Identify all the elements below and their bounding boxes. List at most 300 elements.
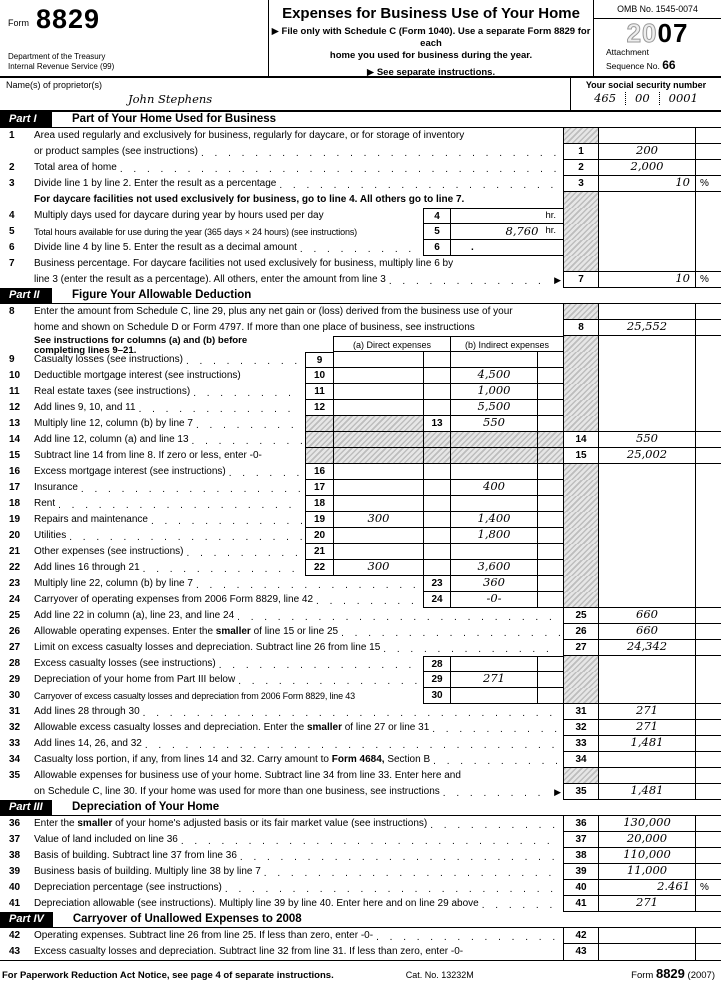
line1-amount-spacer — [598, 128, 721, 144]
line24-number: 24 — [9, 594, 21, 606]
line20-indirect-box[interactable] — [450, 528, 537, 544]
line26-row — [0, 624, 721, 640]
line40-percent: % — [695, 880, 721, 895]
line30-value-box[interactable] — [450, 688, 537, 704]
line35-number: 35 — [9, 770, 21, 782]
line27-value-box[interactable] — [598, 640, 721, 656]
line32-value: 271 — [636, 719, 658, 733]
line22-label: Add lines 16 through 21 — [34, 562, 140, 574]
dept-line-1: Department of the Treasury — [8, 52, 106, 61]
line11-direct-cents — [423, 384, 450, 400]
shaded-cell — [333, 448, 423, 464]
line43-label: Excess casualty losses and depreciation. Subtract line 32 from line 31. If less than zero, enter -0- — [34, 946, 464, 958]
line18-row — [0, 496, 721, 512]
line40-value-box[interactable] — [598, 880, 721, 896]
line18-label: Rent — [34, 498, 56, 510]
numcol-shade — [563, 528, 598, 544]
line43-value-box[interactable] — [598, 944, 721, 960]
line26-label: Allowable operating expenses. Enter the smaller of line 15 or line 25 — [34, 626, 339, 638]
line11-box-number: 11 — [305, 384, 333, 400]
line18-indirect-box[interactable] — [450, 496, 537, 512]
line26-value-box[interactable] — [598, 624, 721, 640]
line16-direct-box[interactable] — [333, 464, 423, 480]
line10-indirect-box[interactable] — [450, 368, 537, 384]
sequence-line: Sequence No. 66 — [606, 57, 676, 72]
line7-value: 10 — [675, 271, 690, 285]
line34-box-number: 34 — [563, 752, 598, 768]
department-lines — [8, 52, 264, 74]
line37-value-box[interactable] — [598, 832, 721, 848]
dot-leader — [389, 275, 551, 288]
form-number-block — [8, 3, 264, 33]
line16-label: Excess mortgage interest (see instructions) — [34, 466, 226, 478]
line13-value: 550 — [483, 415, 505, 429]
line25-label: Add line 22 in column (a), line 23, and line 24 — [34, 610, 235, 622]
line26-box-number: 26 — [563, 624, 598, 640]
line22-indirect-cents — [537, 560, 563, 576]
ssn-field[interactable] — [575, 92, 717, 105]
line23-value-box[interactable] — [450, 576, 537, 592]
attachment-word: Attachment — [606, 47, 649, 58]
line14-box-number: 14 — [563, 432, 598, 448]
part4-title: Carryover of Unallowed Expenses to 2008 — [72, 912, 302, 925]
line38-value-box[interactable] — [598, 848, 721, 864]
line27-row — [0, 640, 721, 656]
line43-row — [0, 944, 721, 960]
line32-number: 32 — [9, 722, 21, 734]
line10-box-number: 10 — [305, 368, 333, 384]
line12-indirect-cents — [537, 400, 563, 416]
line6-row — [0, 240, 721, 256]
numcol-shade — [563, 208, 598, 224]
amount-spacer — [598, 336, 721, 352]
line24-cents — [537, 592, 563, 608]
dot-leader — [145, 739, 560, 752]
line6-decimal-point: . — [471, 241, 474, 253]
line31-number: 31 — [9, 706, 21, 718]
shaded-cell — [305, 432, 333, 448]
line35-box-number: 35 — [563, 784, 598, 800]
line19-direct-cents — [423, 512, 450, 528]
line30-box-number: 30 — [423, 688, 450, 704]
line34-number: 34 — [9, 754, 21, 766]
numcol-shade — [563, 560, 598, 576]
line15-cents — [695, 448, 721, 463]
line32-cents — [695, 720, 721, 735]
line9-indirect-cents — [537, 352, 563, 368]
dot-leader — [193, 387, 302, 400]
proprietor-label: Name(s) of proprietor(s) — [6, 80, 103, 90]
line15-box-number: 15 — [563, 448, 598, 464]
line1-row-a — [0, 128, 721, 144]
line33-box-number: 33 — [563, 736, 598, 752]
ssn-part-2: 00 — [635, 91, 650, 106]
shaded-cell — [333, 432, 423, 448]
dot-leader — [264, 867, 560, 880]
line24-value-box[interactable] — [450, 592, 537, 608]
line42-row — [0, 928, 721, 944]
line10-indirect-value: 4,500 — [477, 367, 511, 381]
line36-value: 130,000 — [623, 815, 671, 829]
line8-label-2: home and shown on Schedule D or Form 4797. If more than one place of business, see instructions — [34, 322, 475, 334]
line12-row — [0, 400, 721, 416]
line19-direct-box[interactable] — [333, 512, 423, 528]
line5-value-box[interactable] — [450, 224, 563, 240]
line35-row-b — [0, 784, 721, 800]
line35-value-box[interactable] — [598, 784, 721, 800]
line4-value-box[interactable] — [450, 208, 563, 224]
dot-leader — [316, 595, 420, 608]
dot-leader — [219, 659, 420, 672]
amount-spacer — [598, 208, 721, 224]
line16-indirect-box[interactable] — [450, 464, 537, 480]
line19-indirect-box[interactable] — [450, 512, 537, 528]
line28-row — [0, 656, 721, 672]
line16-indirect-cents — [537, 464, 563, 480]
line14-label: Add line 12, column (a) and line 13 — [34, 434, 189, 446]
numcol-shade — [563, 368, 598, 384]
footer-form-number: 8829 — [655, 966, 685, 981]
expense-column-header-row — [0, 335, 721, 356]
line10-label: Deductible mortgage interest (see instructions) — [34, 370, 241, 382]
line29-number: 29 — [9, 674, 21, 686]
line9-label: Casualty losses (see instructions) — [34, 354, 183, 366]
form-title: Expenses for Business Use of Your Home — [282, 5, 580, 22]
line12-indirect-box[interactable] — [450, 400, 537, 416]
line35-label-1: Allowable expenses for business use of your home. Subtract line 34 from line 33. Enter here and — [34, 770, 461, 782]
line34-value-box[interactable] — [598, 752, 721, 768]
dot-leader — [151, 515, 302, 528]
line36-label: Enter the smaller of your home's adjusted basis or its fair market value (see instructions) — [34, 818, 428, 830]
numcol-shade — [563, 768, 598, 784]
line30-label: Carryover of excess casualty losses and depreciation from 2006 Form 8829, line 43 — [34, 690, 356, 701]
line20-box-number: 20 — [305, 528, 333, 544]
amount-spacer — [598, 544, 721, 560]
amount-spacer — [598, 352, 721, 368]
line25-value: 660 — [636, 607, 658, 621]
line2-row — [0, 160, 721, 176]
amount-spacer — [598, 192, 721, 208]
numcol-shade — [563, 512, 598, 528]
part3-bar — [0, 800, 721, 816]
line18-box-number: 18 — [305, 496, 333, 512]
line15-value-box[interactable] — [598, 448, 721, 464]
line14-cents — [695, 432, 721, 447]
line17-row — [0, 480, 721, 496]
line13-box-number: 13 — [423, 416, 450, 432]
line14-value: 550 — [636, 431, 658, 445]
line9-box-number: 9 — [305, 352, 333, 368]
line28-number: 28 — [9, 658, 21, 670]
line33-value-box[interactable] — [598, 736, 721, 752]
line20-label: Utilities — [34, 530, 67, 542]
see-instructions-note: ▶ See separate instructions. — [366, 66, 496, 78]
line36-row — [0, 816, 721, 832]
line30-cents — [537, 688, 563, 704]
numcol-shade — [563, 192, 598, 208]
line12-box-number: 12 — [305, 400, 333, 416]
line2-label: Total area of home — [34, 162, 117, 174]
line41-value: 271 — [636, 895, 658, 909]
line36-cents — [695, 816, 721, 831]
line11-indirect-cents — [537, 384, 563, 400]
line25-value-box[interactable] — [598, 608, 721, 624]
proprietor-name-field[interactable]: John Stephens — [128, 92, 213, 107]
line41-value-box[interactable] — [598, 896, 721, 912]
line38-row — [0, 848, 721, 864]
line17-indirect-value: 400 — [483, 479, 505, 493]
line29-value-box[interactable] — [450, 672, 537, 688]
line32-box-number: 32 — [563, 720, 598, 736]
dot-leader — [433, 755, 560, 768]
amount-spacer — [598, 560, 721, 576]
line13-number: 13 — [9, 418, 21, 430]
dot-leader — [240, 851, 560, 864]
dot-leader — [300, 243, 420, 256]
line37-value: 20,000 — [626, 831, 668, 845]
dot-leader — [143, 563, 302, 576]
line38-cents — [695, 848, 721, 863]
line3-value-box[interactable] — [598, 176, 721, 192]
line7-number: 7 — [9, 258, 15, 270]
line27-value: 24,342 — [626, 639, 668, 653]
line35-row-a — [0, 768, 721, 784]
subtitle-line-2: home you used for business during the year. — [329, 50, 533, 61]
shaded-cell — [450, 432, 537, 448]
line6-label: Divide line 4 by line 5. Enter the result as a decimal amount — [34, 242, 297, 254]
line14-value-box[interactable] — [598, 432, 721, 448]
ssn-part-3: 0001 — [668, 91, 698, 106]
line24-value: -0- — [486, 591, 502, 605]
shaded-cell — [423, 448, 450, 464]
line40-number: 40 — [9, 882, 21, 894]
line19-label: Repairs and maintenance — [34, 514, 148, 526]
line2-number: 2 — [9, 162, 15, 174]
ssn-part-1: 465 — [594, 91, 617, 106]
line28-value-box[interactable] — [450, 656, 537, 672]
catalog-number: Cat. No. 13232M — [405, 970, 474, 980]
line7-value-box[interactable] — [598, 272, 721, 288]
line5-number: 5 — [9, 226, 15, 238]
amount-spacer — [598, 464, 721, 480]
line38-number: 38 — [9, 850, 21, 862]
line1-value-box[interactable] — [598, 144, 721, 160]
daycare-note-row — [0, 192, 721, 208]
line35-label-2: on Schedule C, line 30. If your home was used for more than one business, see instructions — [34, 786, 440, 798]
line17-indirect-cents — [537, 480, 563, 496]
line40-row — [0, 880, 721, 896]
column-b-header: (b) Indirect expenses — [450, 336, 563, 352]
line28-cents — [537, 656, 563, 672]
line6-box-number: 6 — [423, 240, 450, 256]
line41-number: 41 — [9, 898, 21, 910]
dot-leader — [482, 899, 560, 912]
line7-percent: % — [695, 272, 721, 287]
line31-cents — [695, 704, 721, 719]
numcol-shade — [563, 576, 598, 592]
line42-box-number: 42 — [563, 928, 598, 944]
line24-row — [0, 592, 721, 608]
line21-number: 21 — [9, 546, 21, 558]
amount-spacer — [598, 368, 721, 384]
line4-number: 4 — [9, 210, 15, 222]
line42-value-box[interactable] — [598, 928, 721, 944]
amount-spacer — [598, 528, 721, 544]
line17-label: Insurance — [34, 482, 78, 494]
dot-leader — [196, 419, 302, 432]
line12-indirect-value: 5,500 — [477, 399, 511, 413]
amount-spacer — [598, 304, 721, 320]
ssn-label: Your social security number — [585, 80, 707, 90]
dot-leader — [143, 707, 560, 720]
part2-bar — [0, 288, 721, 304]
line9-direct-box[interactable] — [333, 352, 423, 368]
line21-indirect-box[interactable] — [450, 544, 537, 560]
numcol-shade — [563, 240, 598, 256]
line8-row-a — [0, 304, 721, 320]
line39-number: 39 — [9, 866, 21, 878]
line6-number: 6 — [9, 242, 15, 254]
line32-label: Allowable excess casualty losses and depreciation. Enter the smaller of line 27 or line 31 — [34, 722, 430, 734]
attachment-block — [594, 47, 721, 73]
line36-value-box[interactable] — [598, 816, 721, 832]
numcol-shade — [563, 544, 598, 560]
line34-row — [0, 752, 721, 768]
line3-box-number: 3 — [563, 176, 598, 192]
sequence-number: 66 — [662, 57, 676, 72]
line12-direct-box[interactable] — [333, 400, 423, 416]
numcol-shade — [563, 400, 598, 416]
amount-spacer — [598, 656, 721, 672]
dot-leader — [237, 611, 560, 624]
line24-label: Carryover of operating expenses from 2006 Form 8829, line 42 — [34, 594, 314, 606]
dot-leader — [376, 931, 560, 944]
line1-cents — [695, 144, 721, 159]
part2-title: Figure Your Allowable Deduction — [72, 288, 252, 301]
line5-unit: hr. — [545, 225, 556, 237]
line23-label: Multiply line 22, column (b) by line 7 — [34, 578, 193, 590]
line25-number: 25 — [9, 610, 21, 622]
line9-indirect-box[interactable] — [450, 352, 537, 368]
line29-cents — [537, 672, 563, 688]
line10-direct-box[interactable] — [333, 368, 423, 384]
line3-row — [0, 176, 721, 192]
line6-value-box[interactable] — [450, 240, 563, 256]
omb-number: OMB No. 1545-0074 — [594, 0, 721, 19]
line22-direct-box[interactable] — [333, 560, 423, 576]
line41-cents — [695, 896, 721, 911]
part4-badge: Part IV — [0, 912, 53, 927]
line29-value: 271 — [483, 671, 505, 685]
line17-box-number: 17 — [305, 480, 333, 496]
line25-box-number: 25 — [563, 608, 598, 624]
line22-indirect-box[interactable] — [450, 560, 537, 576]
line42-cents — [695, 928, 721, 943]
line26-cents — [695, 624, 721, 639]
line31-value-box[interactable] — [598, 704, 721, 720]
line17-direct-box[interactable] — [333, 480, 423, 496]
line3-label: Divide line 1 by line 2. Enter the result as a percentage — [34, 178, 277, 190]
line2-value-box[interactable] — [598, 160, 721, 176]
numcol-shade — [563, 352, 598, 368]
line16-row — [0, 464, 721, 480]
line40-value: 2.461 — [657, 879, 690, 893]
form-number: 8829 — [36, 4, 101, 34]
line14-number: 14 — [9, 434, 21, 446]
line19-indirect-value: 1,400 — [477, 511, 511, 525]
dot-leader — [58, 499, 302, 512]
line7-label-2: line 3 (enter the result as a percentage). All others, enter the amount from line 3 — [34, 274, 386, 286]
line4-unit: hr. — [545, 209, 556, 221]
line8-value-box[interactable] — [598, 320, 721, 336]
line23-box-number: 23 — [423, 576, 450, 592]
line13-value-box[interactable] — [450, 416, 537, 432]
line37-label: Value of land included on line 36 — [34, 834, 178, 846]
amount-spacer — [598, 224, 721, 240]
dot-leader — [201, 147, 560, 160]
dot-leader — [432, 723, 560, 736]
amount-spacer — [598, 240, 721, 256]
line5-label: Total hours available for use during the year (365 days × 24 hours) (see instructions) — [34, 226, 358, 237]
amount-spacer — [598, 672, 721, 688]
line21-direct-box[interactable] — [333, 544, 423, 560]
line30-number: 30 — [9, 690, 21, 702]
line11-label: Real estate taxes (see instructions) — [34, 386, 191, 398]
line15-label: Subtract line 14 from line 8. If zero or less, enter -0- — [34, 450, 262, 462]
line28-box-number: 28 — [423, 656, 450, 672]
line11-number: 11 — [9, 386, 20, 398]
line36-box-number: 36 — [563, 816, 598, 832]
line20-direct-box[interactable] — [333, 528, 423, 544]
shaded-cell — [333, 416, 423, 432]
header-center — [268, 0, 594, 76]
dot-leader — [186, 355, 302, 368]
amount-spacer — [598, 592, 721, 608]
line39-cents — [695, 864, 721, 879]
line43-cents — [695, 944, 721, 960]
line8-box-number: 8 — [563, 320, 598, 336]
line2-cents — [695, 160, 721, 175]
line42-number: 42 — [9, 930, 21, 942]
line18-direct-box[interactable] — [333, 496, 423, 512]
part1-bar — [0, 112, 721, 128]
numcol-shade — [563, 336, 598, 352]
amount-spacer — [598, 576, 721, 592]
amount-spacer — [598, 768, 721, 784]
line26-number: 26 — [9, 626, 21, 638]
line27-number: 27 — [9, 642, 21, 654]
line31-label: Add lines 28 through 30 — [34, 706, 140, 718]
line11-indirect-box[interactable] — [450, 384, 537, 400]
line32-value-box[interactable] — [598, 720, 721, 736]
line21-direct-cents — [423, 544, 450, 560]
form-word: Form — [8, 18, 29, 28]
line4-box-number: 4 — [423, 208, 450, 224]
line18-direct-cents — [423, 496, 450, 512]
dot-leader — [187, 547, 302, 560]
numcol-shade — [563, 224, 598, 240]
line16-box-number: 16 — [305, 464, 333, 480]
line8-cents — [695, 320, 721, 335]
line3-percent: % — [695, 176, 721, 191]
line17-indirect-box[interactable] — [450, 480, 537, 496]
line39-value-box[interactable] — [598, 864, 721, 880]
line11-direct-box[interactable] — [333, 384, 423, 400]
line34-cents — [695, 752, 721, 767]
line37-number: 37 — [9, 834, 21, 846]
shaded-cell — [537, 432, 563, 448]
line42-label: Operating expenses. Subtract line 26 from line 25. If less than zero, enter -0- — [34, 930, 374, 942]
